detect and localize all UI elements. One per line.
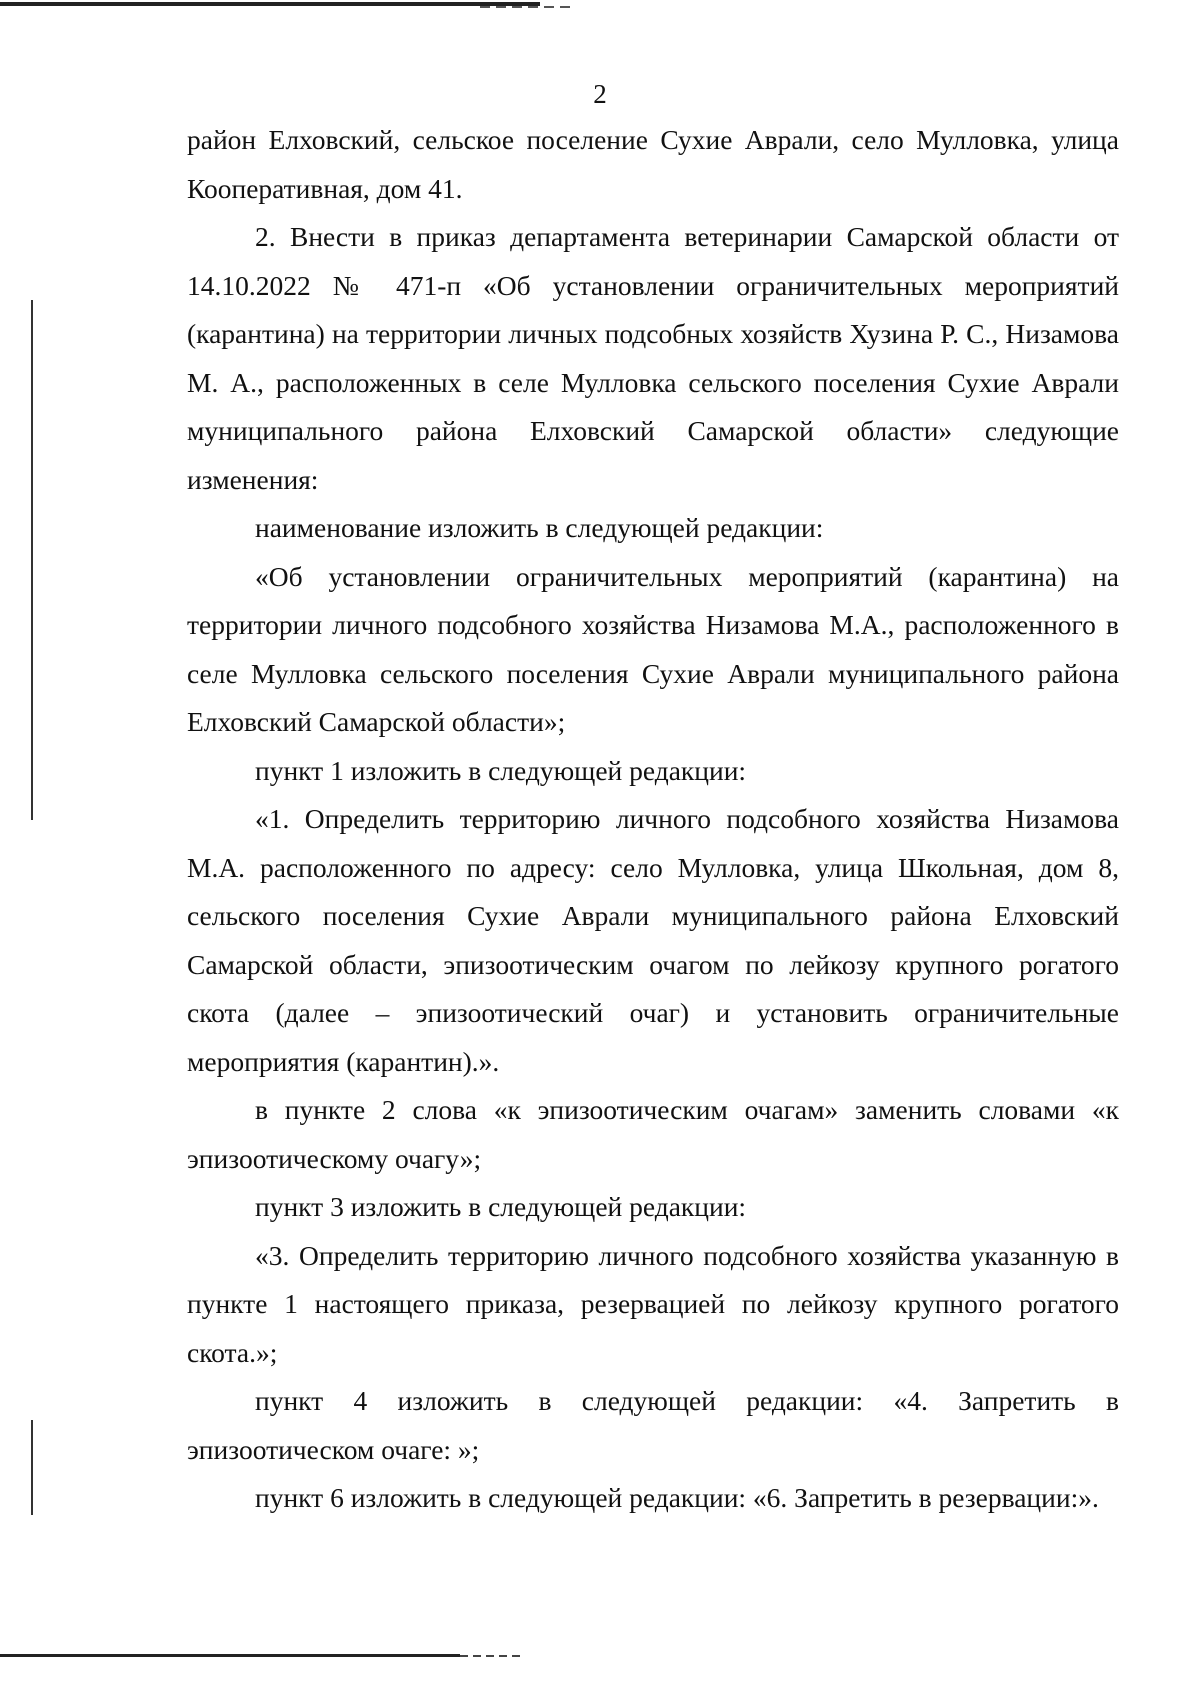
scan-margin-line: [31, 1420, 33, 1515]
scan-edge-bottom: [0, 1654, 460, 1657]
paragraph: «3. Определить территорию личного подсобного хозяйства указанную в пункте 1 настоящего приказа, резервацией по лейкозу крупного рогатого скота.»;: [187, 1239, 1119, 1368]
paragraph: пункт 3 изложить в следующей редакции:: [255, 1191, 747, 1222]
paragraph: 2. Внести в приказ департамента ветеринарии Самарской области от 14.10.2022 № 471-п «Об установлении ограничительных мероприятий (карантина) на территории личных подсобных хозяйств Хузина Р. С., Низамова М. А., расположенных в селе Мулловка сельского поселения Сухие Аврали муниципального района Елховский Самарской области» следующие изменения:: [187, 221, 1119, 495]
paragraph: пункт 1 изложить в следующей редакции:: [255, 754, 747, 786]
paragraph: район Елховский, сельское поселение Сухие Аврали, село Мулловка, улица Кооперативная, дом 41.: [187, 124, 1119, 204]
page-number: 2: [593, 79, 607, 109]
paragraph: пункт 4 изложить в следующей редакции: «4. Запретить в эпизоотическом очаге: »;: [187, 1385, 1119, 1465]
paragraph: пункт 6 изложить в следующей редакции: «6. Запретить в резервации:».: [255, 1482, 1099, 1513]
paragraph: «1. Определить территорию личного подсобного хозяйства Низамова М.А. расположенного по адресу: село Мулловка, улица Школьная, дом 8, сельского поселения Сухие Аврали муниципального района Елховский Самарской области, эпизоотическим очагом по лейкозу крупного рогатого скота (далее – эпизоотический очаг) и установить ограничительные мероприятия (карантин).».: [187, 803, 1119, 1077]
scan-margin-line: [31, 300, 33, 820]
scan-edge-bottom-dashes: [460, 1655, 520, 1657]
paragraph: наименование изложить в следующей редакции:: [255, 512, 824, 543]
scan-edge-top: [0, 2, 540, 6]
document-body: [187, 116, 1119, 1523]
paragraph: «Об установлении ограничительных мероприятий (карантина) на территории личного подсобного хозяйства Низамова М.А., расположенного в селе Мулловка сельского поселения Сухие Аврали муниципального района Елховский Самарской области»;: [187, 560, 1119, 737]
paragraph: в пункте 2 слова «к эпизоотическим очагам» заменить словами «к эпизоотическому очагу»;: [187, 1094, 1119, 1174]
scan-edge-top-dashes: [480, 6, 570, 8]
